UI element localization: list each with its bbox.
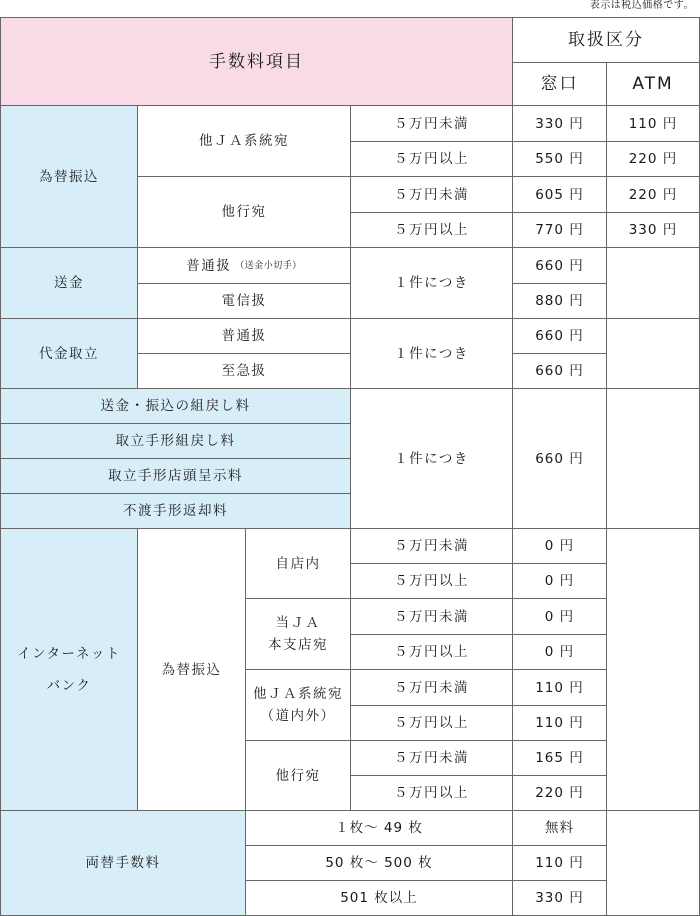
header-fee-item: 手数料項目 [1,18,513,106]
transfer-label: 為替振込 [1,106,138,248]
transfer-r1-amount: ５万円未満 [351,106,513,142]
transfer-r4-atm-fee: 330 円 [607,213,700,248]
remit-telegraph: 電信扱 [138,284,351,319]
transfer-other-bank: 他行宛 [138,177,351,248]
remit-telegraph-fee: 880 円 [513,284,607,319]
internet-r3-fee: 0 円 [513,599,607,635]
internet-r5-amount: ５万円未満 [351,670,513,706]
internet-bank-label-line2: バンク [46,677,92,694]
internet-r4-fee: 0 円 [513,635,607,670]
exchange-tier-3: 501 枚以上 [246,881,513,916]
transfer-r3-atm-fee: 220 円 [607,177,700,213]
transfer-r2-atm-fee: 220 円 [607,142,700,177]
transfer-r2-amount: ５万円以上 [351,142,513,177]
tax-included-note: 表示は税込価格です。 [589,0,694,11]
misc-item-3: 取立手形店頭呈示料 [1,459,351,494]
transfer-r3-window-fee: 605 円 [513,177,607,213]
remit-normal-label: 普通扱 [186,257,232,274]
remit-label: 送金 [1,248,138,319]
internet-other-ja-line2: （道内外） [260,708,336,724]
transfer-r4-window-fee: 770 円 [513,213,607,248]
exchange-atm-empty [607,811,700,916]
collection-label: 代金取立 [1,319,138,389]
internet-other-ja-line1: 他ＪＡ系統宛 [253,686,343,702]
misc-item-2: 取立手形組戻し料 [1,424,351,459]
transfer-r2-window-fee: 550 円 [513,142,607,177]
remit-atm-empty [607,248,700,319]
internet-same-ja [246,599,351,670]
internet-r2-fee: 0 円 [513,564,607,599]
remit-normal-note: （送金小切手） [235,260,302,271]
collection-urgent-fee: 660 円 [513,354,607,389]
transfer-r1-atm-fee: 110 円 [607,106,700,142]
misc-item-1: 送金・振込の組戻し料 [1,389,351,424]
internet-r2-amount: ５万円以上 [351,564,513,599]
exchange-tier-1-fee: 無料 [513,811,607,846]
internet-r3-amount: ５万円未満 [351,599,513,635]
header-category: 取扱区分 [513,18,700,63]
internet-other-ja [246,670,351,741]
collection-normal-fee: 660 円 [513,319,607,354]
collection-atm-empty [607,319,700,389]
exchange-tier-1: １枚～ 49 枚 [246,811,513,846]
internet-bank-label-line1: インターネット [17,645,121,662]
collection-per: １件につき [351,319,513,389]
internet-r1-amount: ５万円未満 [351,529,513,564]
transfer-r1-window-fee: 330 円 [513,106,607,142]
remit-normal [138,248,351,284]
internet-r6-amount: ５万円以上 [351,706,513,741]
collection-urgent: 至急扱 [138,354,351,389]
transfer-r4-amount: ５万円以上 [351,213,513,248]
internet-r8-fee: 220 円 [513,776,607,811]
internet-same-ja-line2: 本支店宛 [268,637,328,653]
transfer-other-ja: 他ＪＡ系統宛 [138,106,351,177]
exchange-tier-2-fee: 110 円 [513,846,607,881]
internet-bank-label [1,529,138,811]
exchange-label: 両替手数料 [1,811,246,916]
misc-per: １件につき [351,389,513,529]
internet-r7-amount: ５万円未満 [351,741,513,776]
collection-normal: 普通扱 [138,319,351,354]
remit-per: １件につき [351,248,513,319]
internet-own-branch: 自店内 [246,529,351,599]
internet-r6-fee: 110 円 [513,706,607,741]
internet-atm-empty [607,529,700,811]
internet-r5-fee: 110 円 [513,670,607,706]
internet-r8-amount: ５万円以上 [351,776,513,811]
header-atm: ATM [607,63,700,106]
misc-atm-empty [607,389,700,529]
internet-r4-amount: ５万円以上 [351,635,513,670]
internet-transfer-label: 為替振込 [138,529,246,811]
header-window: 窓口 [513,63,607,106]
internet-same-ja-line1: 当ＪＡ [275,615,321,631]
exchange-tier-3-fee: 330 円 [513,881,607,916]
misc-fee: 660 円 [513,389,607,529]
internet-r7-fee: 165 円 [513,741,607,776]
internet-other-bank: 他行宛 [246,741,351,811]
misc-item-4: 不渡手形返却料 [1,494,351,529]
internet-r1-fee: 0 円 [513,529,607,564]
exchange-tier-2: 50 枚～ 500 枚 [246,846,513,881]
remit-normal-fee: 660 円 [513,248,607,284]
transfer-r3-amount: ５万円未満 [351,177,513,213]
